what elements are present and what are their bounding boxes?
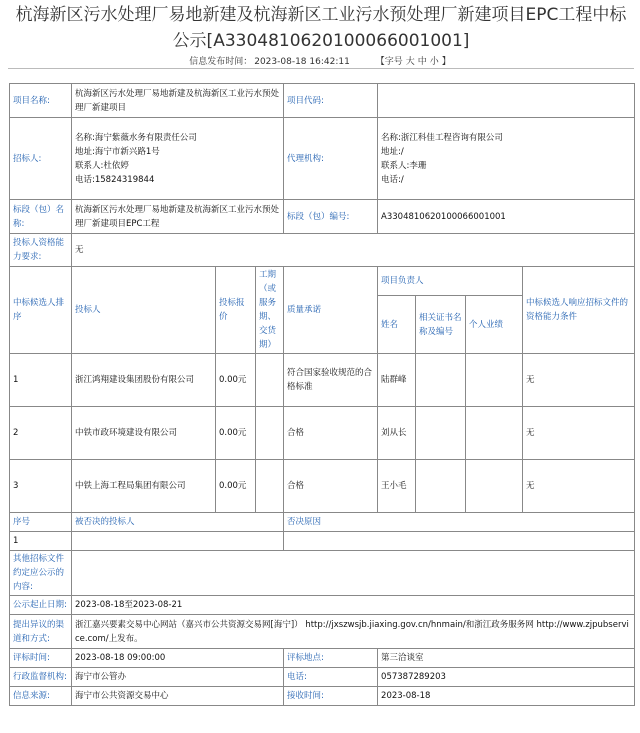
publicity-period: 2023-08-18至2023-08-21 xyxy=(72,596,635,615)
section-code-label: 标段（包）编号: xyxy=(284,200,378,234)
col-manager-cert: 相关证书名称及编号 xyxy=(416,296,466,354)
candidate-rank: 1 xyxy=(10,354,72,407)
candidate-response: 无 xyxy=(523,407,635,460)
font-size-controls xyxy=(373,57,451,67)
tenderer-label: 招标人: xyxy=(10,118,72,200)
candidate-bidder: 中铁上海工程局集团有限公司 xyxy=(72,460,216,513)
rejected-reason-label: 否决原因 xyxy=(284,513,635,532)
rejected-seq: 1 xyxy=(10,532,72,551)
tenderer-info xyxy=(72,118,284,200)
project-code xyxy=(378,84,635,118)
section-name: 杭海新区污水处理厂易地新建及杭海新区工业污水预处理厂新建项目EPC工程 xyxy=(72,200,284,234)
publish-label: 信息发布时间： xyxy=(189,57,253,67)
font-size-close: 】 xyxy=(441,57,451,67)
col-response: 中标候选人响应招标文件的资格能力条件 xyxy=(523,267,635,354)
eval-time-label: 评标时间: xyxy=(10,649,72,668)
col-bidder: 投标人 xyxy=(72,267,216,354)
rejected-bidder-label: 被否决的投标人 xyxy=(72,513,284,532)
section-name-label: 标段（包）名称: xyxy=(10,200,72,234)
agency-contact: 联系人:李珊 xyxy=(381,160,427,171)
candidate-quality: 合格 xyxy=(284,407,378,460)
supervisor: 海宁市公管办 xyxy=(72,668,284,687)
candidate-bidder: 中铁市政环境建设有限公司 xyxy=(72,407,216,460)
table-row xyxy=(10,354,635,407)
agency-info xyxy=(378,118,635,200)
candidate-response: 无 xyxy=(523,460,635,513)
table-row xyxy=(10,407,635,460)
award-table xyxy=(9,83,635,706)
candidate-price: 0.00元 xyxy=(216,407,256,460)
tenderer-address: 地址:海宁市新兴路1号 xyxy=(75,146,160,157)
candidate-period xyxy=(256,460,284,513)
candidate-period xyxy=(256,407,284,460)
candidate-quality: 合格 xyxy=(284,460,378,513)
agency-name: 名称:浙江科佳工程咨询有限公司 xyxy=(381,132,503,143)
project-code-label: 项目代码: xyxy=(284,84,378,118)
candidate-rank: 3 xyxy=(10,460,72,513)
eval-place: 第三洽谈室 xyxy=(378,649,635,668)
candidate-bidder: 浙江鸿翔建设集团股份有限公司 xyxy=(72,354,216,407)
project-name-label: 项目名称: xyxy=(10,84,72,118)
candidate-period xyxy=(256,354,284,407)
agency-label: 代理机构: xyxy=(284,118,378,200)
title-divider xyxy=(8,68,634,69)
eval-place-label: 评标地点: xyxy=(284,649,378,668)
source: 海宁市公共资源交易中心 xyxy=(72,687,284,706)
rejected-bidder xyxy=(72,532,284,551)
receive-time-label: 接收时间: xyxy=(284,687,378,706)
qualification-label: 投标人资格能力要求: xyxy=(10,234,72,267)
col-period: 工期（或服务期、交货期） xyxy=(256,267,284,354)
eval-time: 2023-08-18 09:00:00 xyxy=(72,649,284,668)
publish-time: 2023-08-18 16:42:11 xyxy=(254,57,350,67)
objection-channel: 浙江嘉兴要素交易中心网站（嘉兴市公共资源交易网[海宁]） http://jxszwsjb.jiaxing.gov.cn/hnmain/和浙江政务服务网 http://www.zjpubservice.com/上发布。 xyxy=(72,615,635,649)
phone-label: 电话: xyxy=(284,668,378,687)
col-quality: 质量承诺 xyxy=(284,267,378,354)
candidate-price: 0.00元 xyxy=(216,354,256,407)
other-content xyxy=(72,551,635,596)
col-rank: 中标候选人排序 xyxy=(10,267,72,354)
other-content-label: 其他招标文件约定应公示的内容: xyxy=(10,551,72,596)
candidate-manager-cert xyxy=(416,460,466,513)
tenderer-phone: 电话:15824319844 xyxy=(75,174,155,185)
candidate-rank: 2 xyxy=(10,407,72,460)
supervisor-label: 行政监督机构: xyxy=(10,668,72,687)
candidate-manager-perf xyxy=(466,407,523,460)
font-size-small-link[interactable]: 小 xyxy=(429,57,439,67)
font-size-label: 【字号 xyxy=(375,57,403,67)
col-manager: 项目负责人 xyxy=(378,267,523,296)
candidate-manager-perf xyxy=(466,460,523,513)
receive-time: 2023-08-18 xyxy=(378,687,635,706)
tenderer-contact: 联系人:杜依婷 xyxy=(75,160,129,171)
publicity-period-label: 公示起止日期: xyxy=(10,596,72,615)
candidate-manager-perf xyxy=(466,354,523,407)
candidate-manager-name: 王小毛 xyxy=(378,460,416,513)
candidate-price: 0.00元 xyxy=(216,460,256,513)
table-row xyxy=(10,460,635,513)
rejected-seq-label: 序号 xyxy=(10,513,72,532)
candidate-manager-cert xyxy=(416,354,466,407)
agency-address: 地址:/ xyxy=(381,146,404,157)
candidate-manager-cert xyxy=(416,407,466,460)
tenderer-name: 名称:海宁紫薇水务有限责任公司 xyxy=(75,132,197,143)
candidate-response: 无 xyxy=(523,354,635,407)
col-manager-perf: 个人业绩 xyxy=(466,296,523,354)
phone: 057387289203 xyxy=(378,668,635,687)
qualification: 无 xyxy=(72,234,635,267)
font-size-large-link[interactable]: 大 xyxy=(405,57,415,67)
page-title: 杭海新区污水处理厂易地新建及杭海新区工业污水预处理厂新建项目EPC工程中标公示[A3304810620100066001001] xyxy=(15,5,627,51)
section-code: A3304810620100066001001 xyxy=(378,200,635,234)
rejected-reason xyxy=(284,532,635,551)
col-manager-name: 姓名 xyxy=(378,296,416,354)
col-price: 投标报价 xyxy=(216,267,256,354)
publish-info xyxy=(0,54,640,67)
objection-channel-label: 提出异议的渠道和方式: xyxy=(10,615,72,649)
candidate-quality: 符合国家验收规范的合格标准 xyxy=(284,354,378,407)
agency-phone: 电话:/ xyxy=(381,174,404,185)
source-label: 信息来源: xyxy=(10,687,72,706)
project-name: 杭海新区污水处理厂易地新建及杭海新区工业污水预处理厂新建项目 xyxy=(72,84,284,118)
candidate-manager-name: 陆群峰 xyxy=(378,354,416,407)
candidate-manager-name: 刘从长 xyxy=(378,407,416,460)
font-size-medium-link[interactable]: 中 xyxy=(417,57,427,67)
